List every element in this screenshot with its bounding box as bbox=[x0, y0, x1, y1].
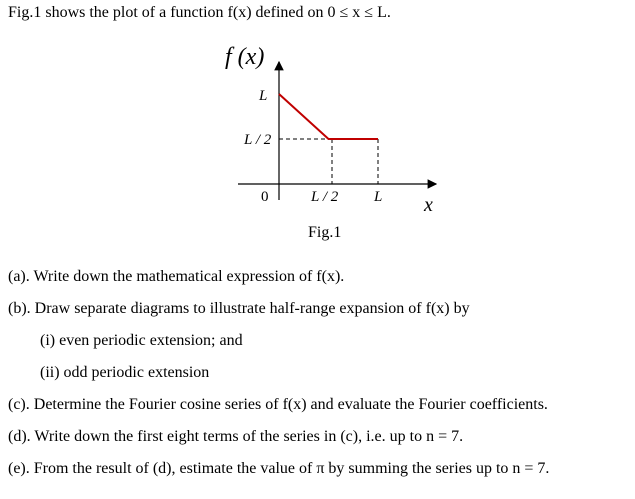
question-b-i: (i) even periodic extension; and bbox=[40, 332, 243, 349]
question-b-ii: (ii) odd periodic extension bbox=[40, 364, 210, 381]
y-axis-label: f (x) bbox=[225, 44, 265, 70]
problem-intro: Fig.1 shows the plot of a function f(x) defined on 0 ≤ x ≤ L. bbox=[8, 4, 391, 21]
question-d: (d). Write down the first eight terms of the series in (c), i.e. up to n = 7. bbox=[8, 428, 464, 445]
y-tick-L: L bbox=[259, 88, 268, 104]
x-tick-L: L bbox=[374, 189, 383, 205]
question-a: (a). Write down the mathematical expression of f(x). bbox=[8, 268, 345, 285]
origin-label: 0 bbox=[261, 189, 269, 205]
y-tick-half: L / 2 bbox=[244, 132, 272, 148]
question-b: (b). Draw separate diagrams to illustrate half-range expansion of f(x) by bbox=[8, 300, 470, 317]
x-axis-label: x bbox=[424, 194, 433, 216]
function-curve bbox=[279, 94, 378, 139]
question-e: (e). From the result of (d), estimate the value of π by summing the series up to n = 7. bbox=[8, 460, 550, 477]
x-tick-half: L / 2 bbox=[311, 189, 339, 205]
question-c: (c). Determine the Fourier cosine series of f(x) and evaluate the Fourier coefficients. bbox=[8, 396, 548, 413]
figure-caption: Fig.1 bbox=[308, 224, 342, 241]
